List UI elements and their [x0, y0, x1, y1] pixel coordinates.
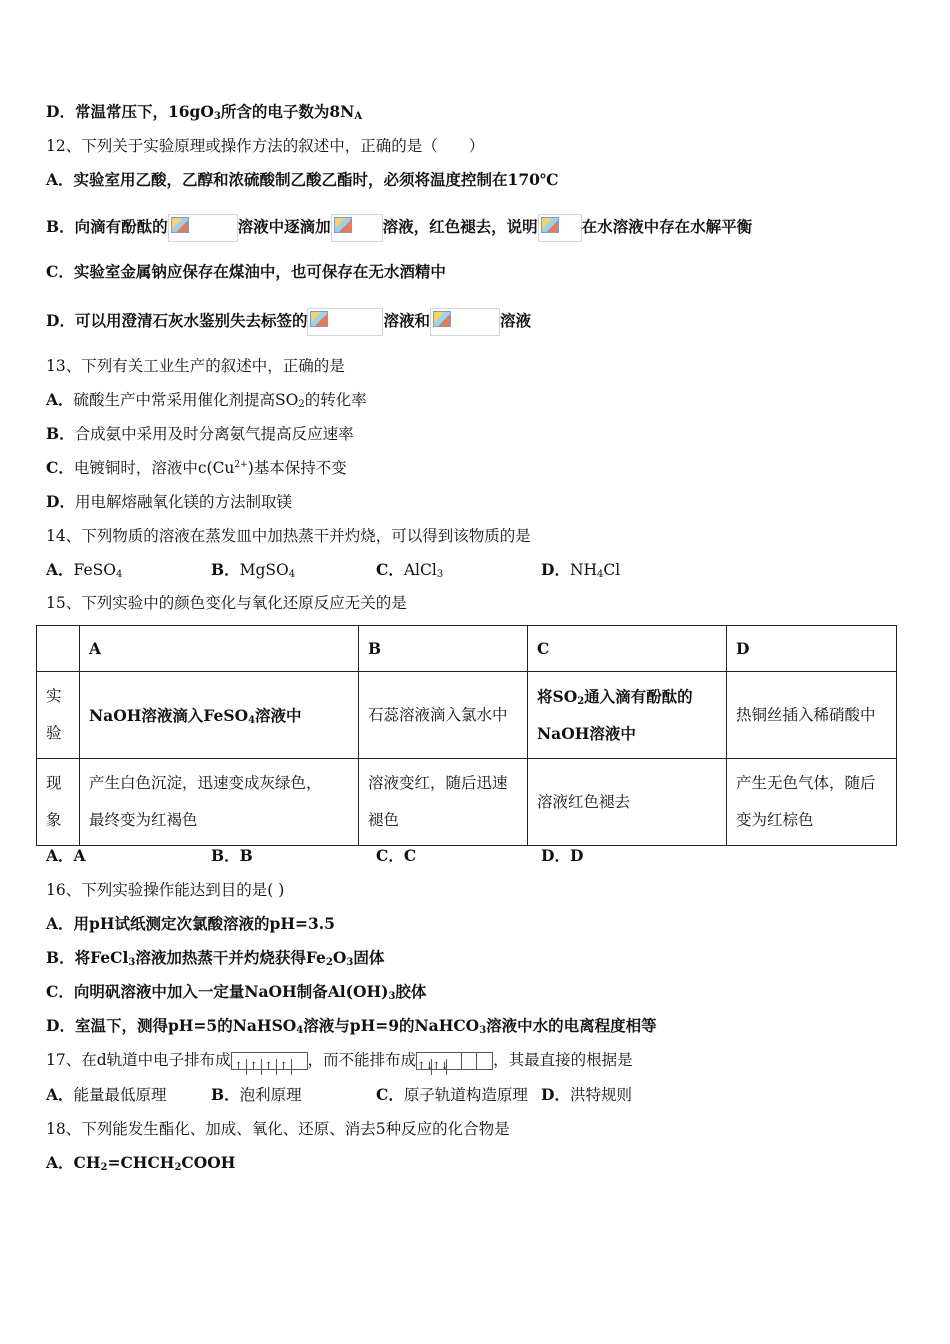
image-icon: [171, 217, 189, 233]
image-icon: [310, 311, 328, 327]
cell-obs-c: 溶液红色褪去: [528, 759, 727, 846]
q14-stem: 14、下列物质的溶液在蒸发皿中加热蒸干并灼烧，可以得到该物质的是: [46, 527, 531, 545]
q17-stem: 17、在d轨道中电子排布成 ↑ ↑ ↑ ↑ ，而不能排布成↑↓↑↓ ，其最直接的根据是: [46, 1049, 633, 1071]
q16-option-c: C．向明矾溶液中加入一定量NaOH制备$Al(OH)_3$胶体: [46, 982, 427, 1002]
cell-exp-d: 热铜丝插入稀硝酸中: [727, 672, 897, 759]
formula-image-placeholder: [307, 308, 383, 336]
q17-option-d: D．洪特规则: [541, 1085, 632, 1104]
table-header-a: A: [80, 626, 359, 672]
table-header-b: B: [359, 626, 528, 672]
cell-exp-c: 将$SO_2$通入滴有酚酞的 NaOH溶液中: [528, 672, 727, 759]
cell-obs-a: 产生白色沉淀，迅速变成灰绿色， 最终变为红褐色: [80, 759, 359, 846]
image-icon: [433, 311, 451, 327]
q12-option-a: A．实验室用乙酸，乙醇和浓硫酸制乙酸乙酯时，必须将温度控制在170℃: [46, 170, 559, 189]
q11-option-d: D．常温常压下，$16gO_3$所含的电子数为$8N_A$: [46, 102, 363, 122]
q13-option-b: B．合成氨中采用及时分离氨气提高反应速率: [46, 424, 354, 443]
q17-option-c: C．原子轨道构造原理: [376, 1085, 528, 1104]
cell-exp-a: NaOH溶液滴入FeSO$_4$溶液中: [80, 672, 359, 759]
q15-option-b: B．B: [211, 846, 253, 865]
q13-stem: 13、下列有关工业生产的叙述中，正确的是: [46, 357, 345, 375]
formula-image-placeholder: [430, 308, 500, 336]
formula-image-placeholder: [538, 214, 582, 242]
orbital-diagram-correct: ↑ ↑ ↑ ↑: [231, 1052, 308, 1070]
q16-stem: 16、下列实验操作能达到目的是( ): [46, 881, 285, 899]
q13-option-c: C．电镀铜时，溶液中$c(Cu^{2+})$基本保持不变: [46, 458, 347, 477]
q17-option-a: A．能量最低原理: [46, 1085, 167, 1104]
q15-experiment-table: [36, 625, 897, 846]
q15-option-d: D．D: [541, 846, 584, 865]
q14-option-b: B．MgSO$_4$: [211, 560, 296, 580]
q14-option-d: D．$NH_4Cl$: [541, 560, 621, 580]
q14-option-a: A．FeSO$_4$: [46, 560, 123, 580]
table-header-c: C: [528, 626, 727, 672]
q18-option-a: A．$CH_2=CHCH_2COOH$: [46, 1153, 236, 1173]
q15-option-c: C．C: [376, 846, 417, 865]
cell-obs-d: 产生无色气体，随后 变为红棕色: [727, 759, 897, 846]
q16-option-b: B．将FeCl$_3$溶液加热蒸干并灼烧获得$Fe_2O_3$固体: [46, 948, 385, 968]
q17-option-b: B．泡利原理: [211, 1085, 302, 1104]
q12-option-c: C．实验室金属钠应保存在煤油中，也可保存在无水酒精中: [46, 262, 446, 281]
q16-option-d: D．室温下，测得pH=5的NaHSO$_4$溶液与pH=9的NaHCO$_3$溶液中水的电离程度相等: [46, 1016, 657, 1036]
formula-image-placeholder: [168, 214, 238, 242]
q16-option-a: A．用pH试纸测定次氯酸溶液的pH=3.5: [46, 914, 335, 933]
q15-option-a: A．A: [46, 846, 86, 865]
q15-stem: 15、下列实验中的颜色变化与氧化还原反应无关的是: [46, 594, 407, 612]
table-row-experiment: [37, 672, 897, 759]
q14-option-c: C．AlCl$_3$: [376, 560, 444, 580]
table-header-d: D: [727, 626, 897, 672]
q13-option-d: D．用电解熔融氧化镁的方法制取镁: [46, 492, 292, 511]
row-label-observation: 现 象: [37, 759, 80, 846]
q13-option-a: A．硫酸生产中常采用催化剂提高$SO_2$的转化率: [46, 390, 367, 410]
row-label-experiment: 实 验: [37, 672, 80, 759]
cell-obs-b: 溶液变红，随后迅速 褪色: [359, 759, 528, 846]
q12-stem: 12、下列关于实验原理或操作方法的叙述中，正确的是（ ）: [46, 137, 485, 155]
table-corner-cell: [37, 626, 80, 672]
q18-stem: 18、下列能发生酯化、加成、氧化、还原、消去5种反应的化合物是: [46, 1120, 510, 1138]
table-row-observation: [37, 759, 897, 846]
q12-option-d: D．可以用澄清石灰水鉴别失去标签的 溶液和 溶液: [46, 308, 531, 336]
cell-exp-b: 石蕊溶液滴入氯水中: [359, 672, 528, 759]
image-icon: [541, 217, 559, 233]
table-header-row: [37, 626, 897, 672]
orbital-diagram-wrong: ↑↓↑↓: [416, 1052, 493, 1070]
q12-option-b: B．向滴有酚酞的 溶液中逐滴加 溶液，红色褪去，说明 在水溶液中存在水解平衡: [46, 214, 752, 242]
formula-image-placeholder: [331, 214, 383, 242]
image-icon: [334, 217, 352, 233]
